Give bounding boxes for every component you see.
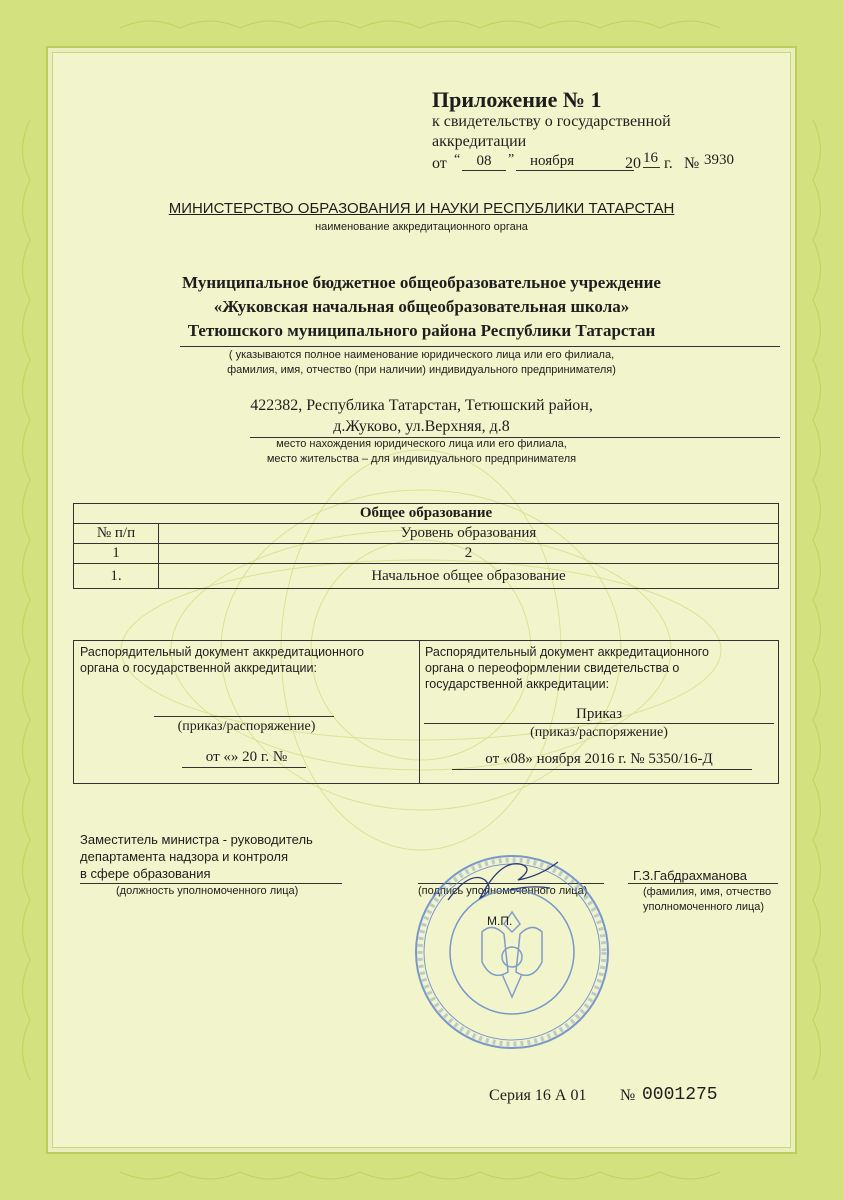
organization-line2: «Жуковская начальная общеобразовательная школа» <box>213 297 630 316</box>
signature-caption: (подпись уполномоченного лица) <box>418 885 588 897</box>
table-title: Общее образование <box>74 504 779 524</box>
organization-line3: Тетюшского муниципального района Республики Татарстан <box>187 321 656 340</box>
appendix-date-prefix: от <box>432 155 447 172</box>
left-doc-line2: органа о государственной аккредитации: <box>80 661 317 675</box>
table-row <box>74 564 779 589</box>
appendix-line2: аккредитации <box>432 133 527 150</box>
left-doc-date: от «» 20 г. № <box>205 749 288 765</box>
column-index-1: 1 <box>74 544 159 564</box>
signatory-underline <box>628 883 778 884</box>
documents-box <box>73 640 779 784</box>
position-line3: в сфере образования <box>80 866 211 881</box>
column-index-2: 2 <box>159 544 779 564</box>
right-doc-date-underline <box>452 769 752 770</box>
column-header-number: № п/п <box>74 524 159 544</box>
right-doc-caption: (приказ/распоряжение) <box>530 725 668 740</box>
right-doc-line3: государственной аккредитации: <box>425 677 610 691</box>
education-table <box>73 503 779 589</box>
left-doc-date-underline <box>182 767 306 768</box>
appendix-title: Приложение № 1 <box>432 87 602 112</box>
appendix-date-day: 08 <box>462 153 506 171</box>
appendix-line1: к свидетельству о государственной <box>432 113 671 130</box>
row-number: 1. <box>74 564 159 589</box>
column-header-level: Уровень образования <box>159 524 779 544</box>
signatory-caption2: уполномоченного лица) <box>643 901 765 913</box>
appendix-date-year-prefix: 20 <box>625 155 641 172</box>
right-doc-date: от «08» ноября 2016 г. № 5350/16-Д <box>485 751 713 767</box>
organization-caption1: ( указываются полное наименование юридического лица или его филиала, <box>228 349 615 361</box>
appendix-date-year-unit: г. <box>664 155 673 172</box>
table-index-row <box>74 544 779 564</box>
organization-underline <box>180 346 780 347</box>
table-header-row <box>74 524 779 544</box>
signatory-caption1: (фамилия, имя, отчество <box>643 886 772 898</box>
appendix-date-month: ноября <box>516 153 634 171</box>
serial-number: 0001275 <box>642 1085 718 1105</box>
organization-line1: Муниципальное бюджетное общеобразовательное учреждение <box>182 273 661 292</box>
handwritten-signature <box>440 850 570 910</box>
serial-sign: № <box>620 1087 636 1104</box>
authority-caption: наименование аккредитационного органа <box>315 221 528 233</box>
date-quote-open: “ <box>454 152 461 167</box>
position-underline <box>80 883 342 884</box>
appendix-number: 3930 <box>704 152 734 168</box>
stamp-label: М.П. <box>487 914 513 928</box>
left-doc-line1: Распорядительный документ аккредитационного <box>80 645 365 659</box>
left-doc-caption: (приказ/распоряжение) <box>177 719 316 734</box>
signatory-name: Г.З.Габдрахманова <box>633 868 748 883</box>
appendix-date-year-suffix: 16 <box>643 150 658 166</box>
address-caption1: место нахождения юридического лица или его филиала, <box>276 438 567 450</box>
address-caption2: место жительства – для индивидуального предпринимателя <box>266 453 577 465</box>
position-line1: Заместитель министра - руководитель <box>80 832 313 847</box>
organization-caption2: фамилия, имя, отчество (при наличии) индивидуального предпринимателя) <box>227 364 616 376</box>
left-doc-underline <box>154 716 334 717</box>
authority-name: МИНИСТЕРСТВО ОБРАЗОВАНИЯ И НАУКИ РЕСПУБЛИКИ ТАТАРСТАН <box>168 200 675 217</box>
row-level: Начальное общее образование <box>159 564 779 589</box>
right-doc-line2: органа о переоформлении свидетельства о <box>425 661 680 675</box>
number-sign: № <box>684 155 700 172</box>
table-title-row <box>74 504 779 524</box>
date-quote-close: ” <box>508 152 515 167</box>
address-line1: 422382, Республика Татарстан, Тетюшский район, <box>250 397 593 414</box>
position-caption: (должность уполномоченного лица) <box>116 885 299 897</box>
right-doc-line1: Распорядительный документ аккредитационного <box>425 645 710 659</box>
address-line2: д.Жуково, ул.Верхняя, д.8 <box>333 418 510 435</box>
series-label: Серия 16 А 01 <box>489 1087 587 1104</box>
right-doc-underline <box>424 723 774 724</box>
right-doc-type: Приказ <box>575 706 622 722</box>
position-line2: департамента надзора и контроля <box>80 849 289 864</box>
